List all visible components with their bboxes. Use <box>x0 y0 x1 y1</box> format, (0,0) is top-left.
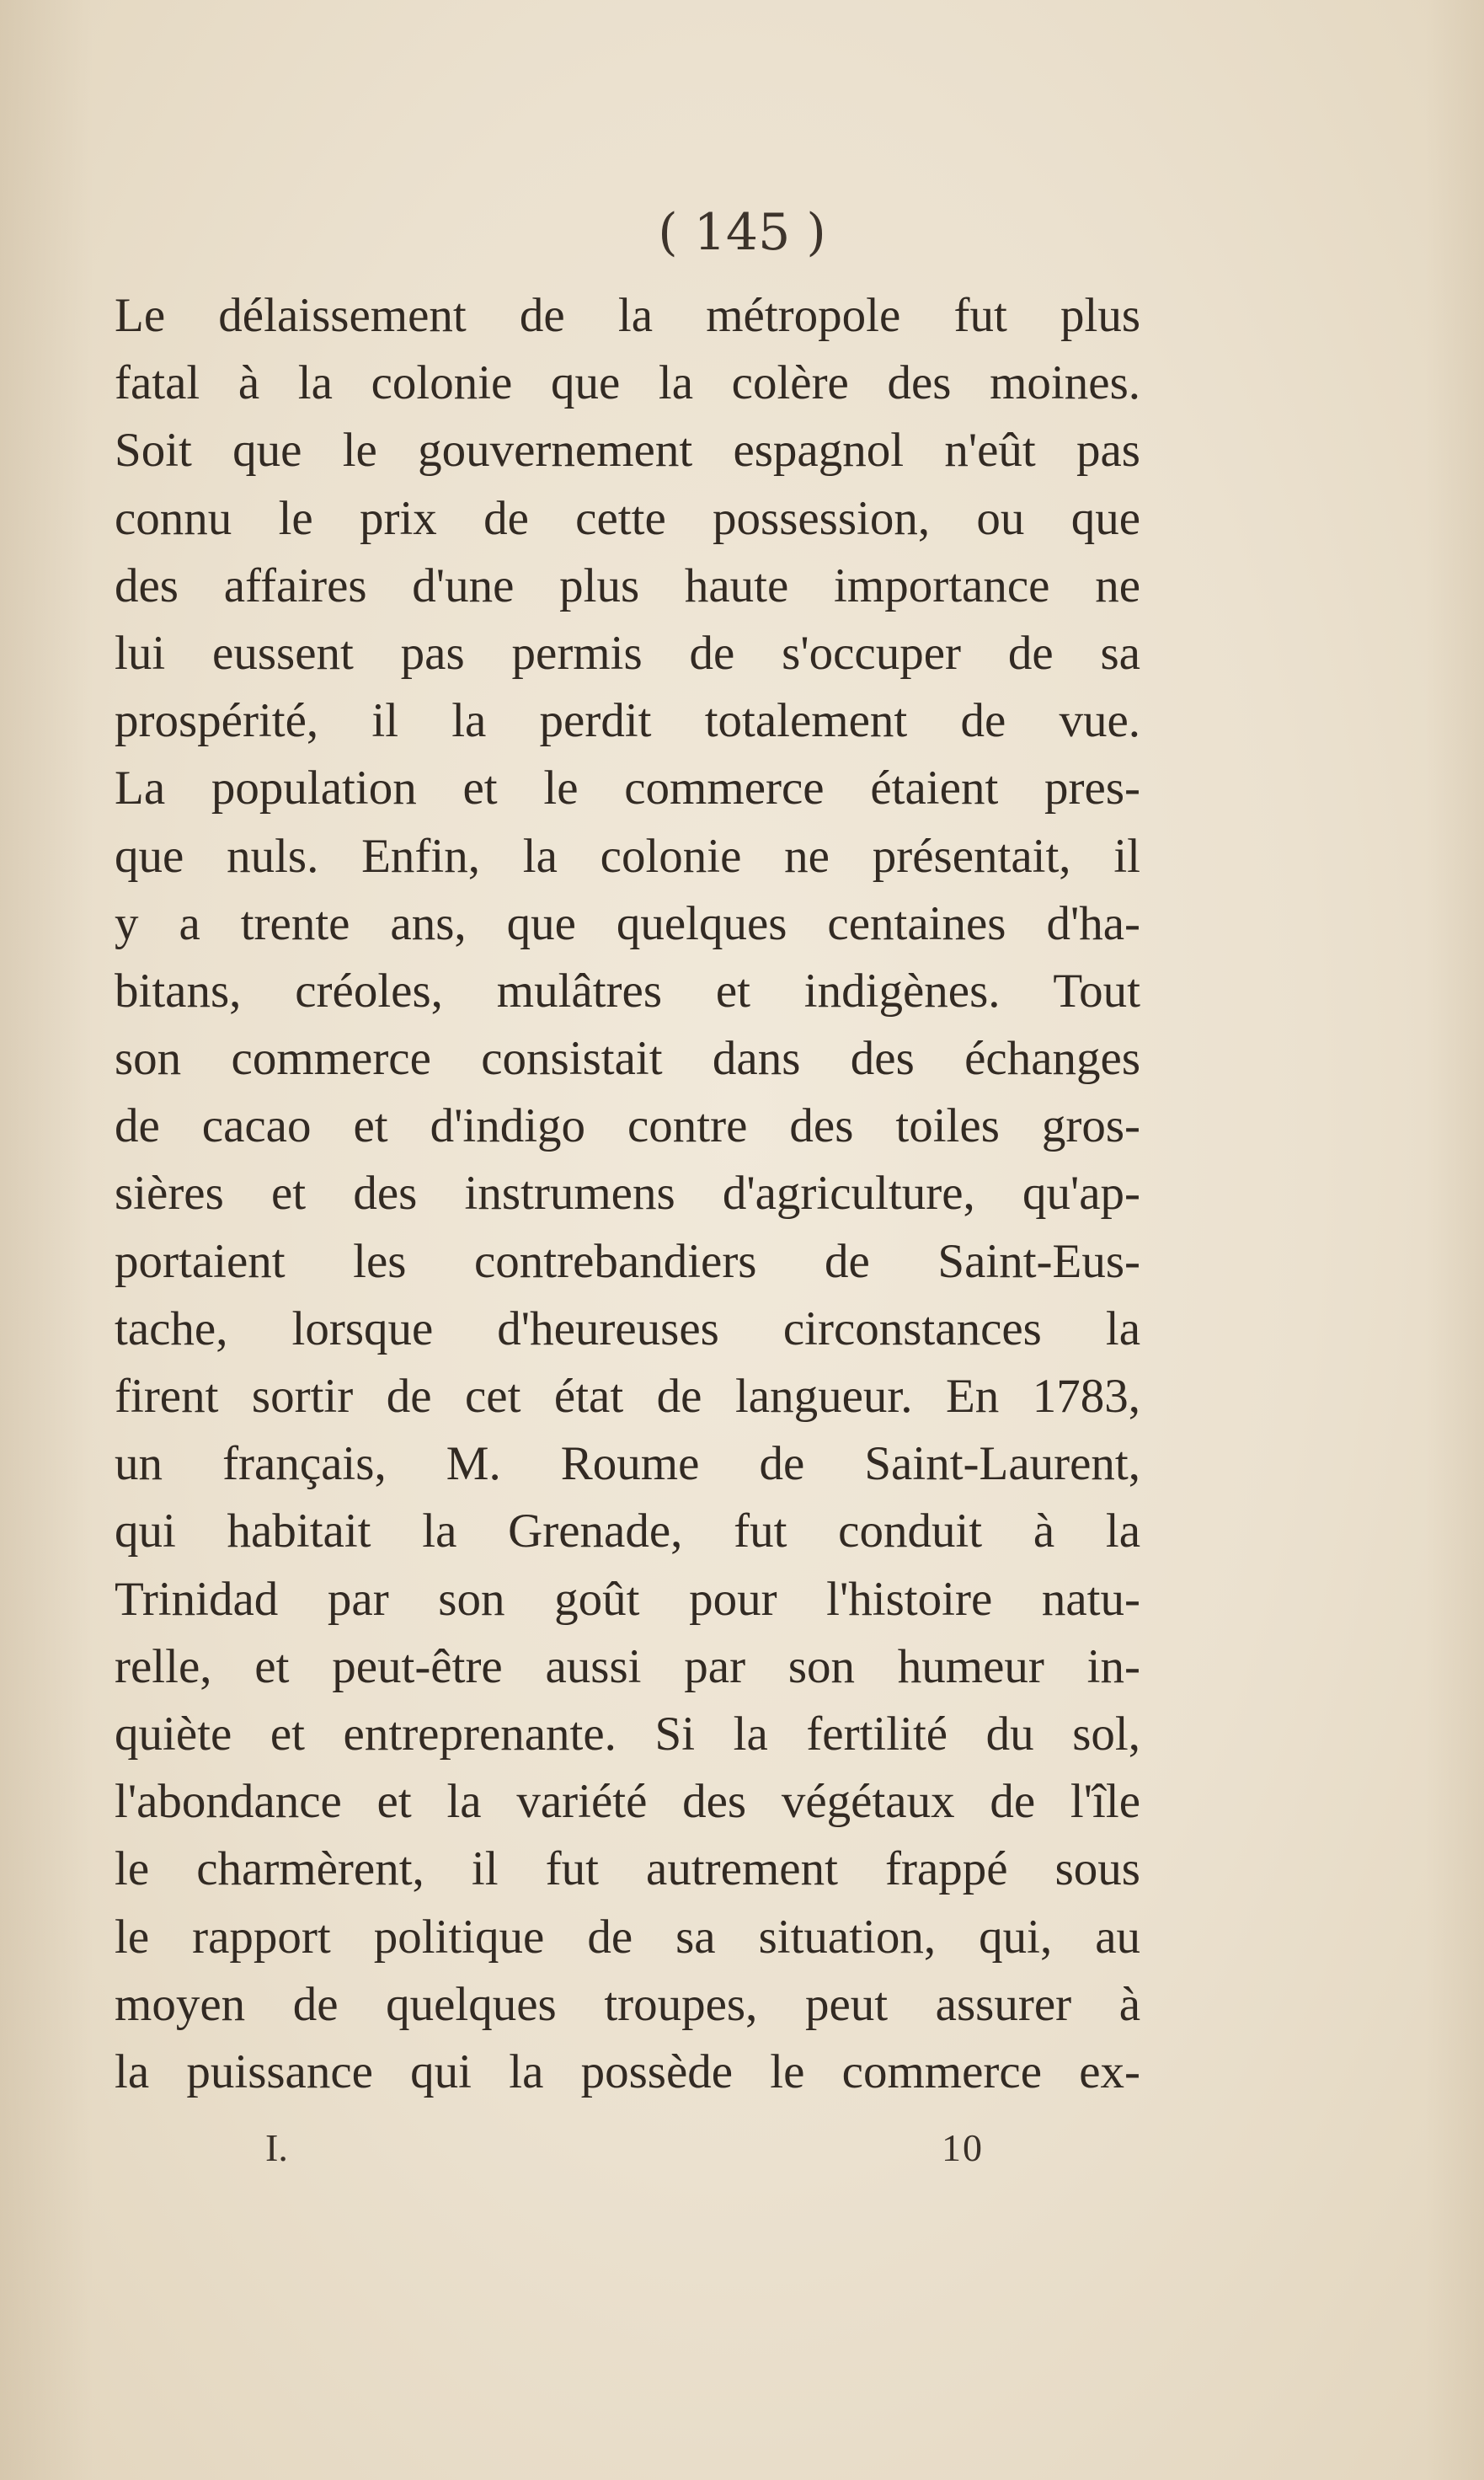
text-line: l'abondance et la variété des végétaux de l'île <box>115 1775 1140 1829</box>
text-line: le rapport politique de sa situation, qui, au <box>115 1910 1140 1964</box>
text-line: Soit que le gouvernement espagnol n'eût pas <box>115 424 1140 478</box>
text-line: des affaires d'une plus haute importance ne <box>115 559 1140 612</box>
text-line: tache, lorsque d'heureuses circonstances la <box>115 1301 1140 1355</box>
text-line: son commerce consistait dans des échanges <box>115 1032 1140 1086</box>
text-line: fatal à la colonie que la colère des moines. <box>115 356 1140 410</box>
text-line: un français, M. Roume de Saint-Laurent, <box>115 1437 1140 1491</box>
text-line: connu le prix de cette possession, ou que <box>115 491 1140 545</box>
outer-edge-shadow <box>1425 0 1484 2480</box>
text-line: relle, et peut-être aussi par son humeur in- <box>115 1639 1140 1693</box>
text-line: Trinidad par son goût pour l'histoire natu- <box>115 1572 1140 1626</box>
text-line: quiète et entreprenante. Si la fertilité du sol, <box>115 1707 1140 1761</box>
text-line: portaient les contrebandiers de Saint-Eus- <box>115 1234 1140 1288</box>
text-line: moyen de quelques troupes, peut assurer à <box>115 1977 1140 2031</box>
text-line: y a trente ans, que quelques centaines d'ha- <box>115 896 1140 950</box>
text-line: que nuls. Enfin, la colonie ne présentait, il <box>115 829 1140 883</box>
page-number-header: ( 145 ) <box>658 203 826 262</box>
text-line: prospérité, il la perdit totalement de vue. <box>115 694 1140 748</box>
text-line: de cacao et d'indigo contre des toiles gros- <box>115 1099 1140 1153</box>
text-line: lui eussent pas permis de s'occuper de sa <box>115 626 1140 680</box>
gutter-shadow <box>0 0 93 2480</box>
text-line: bitans, créoles, mulâtres et indigènes. Tout <box>115 964 1140 1018</box>
signature-number: 10 <box>942 2126 984 2169</box>
text-line: la puissance qui la possède le commerce ex- <box>115 2044 1140 2098</box>
text-line: Le délaissement de la métropole fut plus <box>115 289 1140 342</box>
text-line: le charmèrent, il fut autrement frappé sous <box>115 1842 1140 1896</box>
text-line: sières et des instrumens d'agriculture, qu'ap- <box>115 1167 1140 1221</box>
text-line: qui habitait la Grenade, fut conduit à la <box>115 1505 1140 1558</box>
signature-mark: I. <box>265 2126 288 2169</box>
body-text <box>115 282 1140 2106</box>
text-line: La population et le commerce étaient pres- <box>115 762 1140 815</box>
text-line: firent sortir de cet état de langueur. En 1783, <box>115 1370 1140 1423</box>
